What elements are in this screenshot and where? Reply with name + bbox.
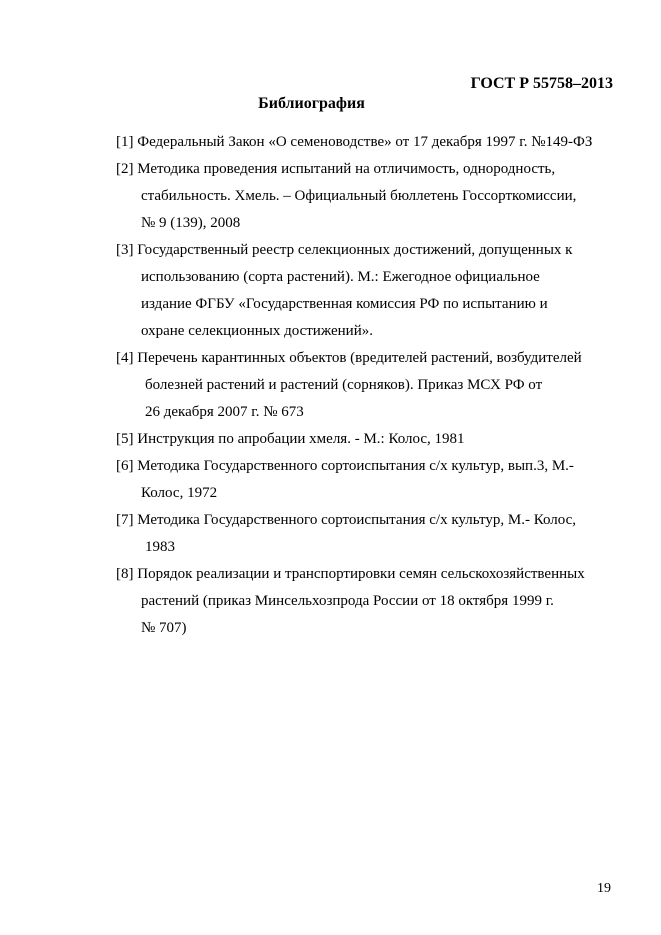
reference-line: [1] Федеральный Закон «О семеноводстве» от 17 декабря 1997 г. №149-ФЗ <box>116 134 593 150</box>
reference-line: растений (приказ Минсельхозпрода России от 18 октября 1999 г. <box>141 593 554 609</box>
reference-item-5 <box>116 426 621 453</box>
reference-line: № 707) <box>141 620 187 636</box>
reference-item-2 <box>116 156 621 237</box>
reference-line: [4] Перечень карантинных объектов (вредителей растений, возбудителей <box>116 350 582 366</box>
page-number: 19 <box>597 881 611 896</box>
reference-line: издание ФГБУ «Государственная комиссия РФ по испытанию и <box>141 296 548 312</box>
reference-line: болезней растений и растений (сорняков). Приказ МСХ РФ от <box>145 377 543 393</box>
reference-item-6 <box>116 453 621 507</box>
reference-line: № 9 (139), 2008 <box>141 215 241 231</box>
reference-line: [5] Инструкция по апробации хмеля. - М.: Колос, 1981 <box>116 431 465 447</box>
reference-line: 26 декабря 2007 г. № 673 <box>145 404 304 420</box>
bibliography-title-text: Библиография <box>258 95 365 112</box>
reference-line: [3] Государственный реестр селекционных достижений, допущенных к <box>116 242 573 258</box>
reference-list <box>116 129 621 642</box>
reference-item-8 <box>116 561 621 642</box>
reference-line: [6] Методика Государственного сортоиспытания с/х культур, вып.3, М.- <box>116 458 574 474</box>
reference-line: использованию (сорта растений). М.: Ежегодное официальное <box>141 269 540 285</box>
reference-item-4 <box>116 345 621 426</box>
reference-line: [7] Методика Государственного сортоиспытания с/х культур, М.- Колос, <box>116 512 577 528</box>
reference-line: [2] Методика проведения испытаний на отличимость, однородность, <box>116 161 556 177</box>
reference-item-7 <box>116 507 621 561</box>
document-code: ГОСТ Р 55758–2013 <box>470 75 613 92</box>
reference-item-1 <box>116 129 621 156</box>
reference-line: [8] Порядок реализации и транспортировки семян сельскохозяйственных <box>116 566 585 582</box>
reference-line: 1983 <box>145 539 175 555</box>
reference-line: стабильность. Хмель. – Официальный бюллетень Госсорткомиссии, <box>141 188 577 204</box>
reference-line: Колос, 1972 <box>141 485 218 501</box>
bibliography-title <box>0 94 661 114</box>
reference-item-3 <box>116 237 621 345</box>
reference-line: охране селекционных достижений». <box>141 323 373 339</box>
